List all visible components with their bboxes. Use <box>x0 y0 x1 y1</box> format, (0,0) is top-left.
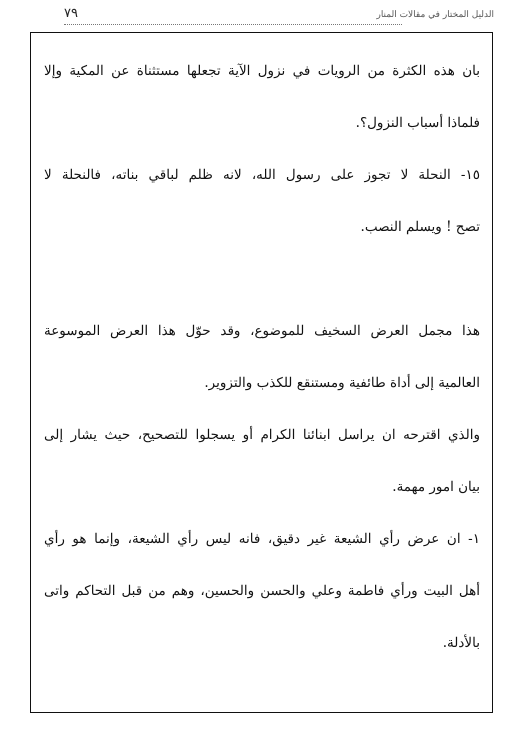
text-line-6: العالمية إلى أداة طائفية ومستنقع للكذب والتزوير. <box>204 375 480 391</box>
text-line-2: فلماذا أسباب النزول؟. <box>355 115 480 131</box>
text-line-5: هذا مجمل العرض السخيف للموضوع، وقد حوّل هذا العرض الموسوعة <box>44 323 480 339</box>
text-line-8: بيان امور مهمة. <box>392 479 480 495</box>
book-title: الدليل المختار في مقالات المنار <box>376 10 494 20</box>
text-line-11: بالأدلة. <box>442 635 480 651</box>
page-frame <box>30 32 493 713</box>
text-line-9: ١- ان عرض رأي الشيعة غير دقيق، فانه ليس رأي الشيعة، وإنما هو رأي <box>44 531 480 547</box>
header-rule <box>64 24 402 25</box>
text-line-10: أهل البيت ورأي فاطمة وعلي والحسن والحسين، وهم من قبل التحاكم واتى <box>44 583 480 599</box>
text-line-3: ١٥- النحلة لا تجوز على رسول الله، لانه ظلم لباقي بناته، فالنحلة لا <box>44 167 480 183</box>
text-line-7: والذي اقترحه ان يراسل ابنائنا الكرام أو يسجلوا للتصحيح، حيث يشار إلى <box>44 427 480 443</box>
page-number: ٧٩ <box>64 6 78 21</box>
text-line-4: تصح ! ويسلم النصب. <box>360 219 480 235</box>
text-line-1: بان هذه الكثرة من الرويات في نزول الآية تجعلها مستثناة عن المكية وإلا <box>44 63 480 79</box>
page-header <box>30 6 494 28</box>
